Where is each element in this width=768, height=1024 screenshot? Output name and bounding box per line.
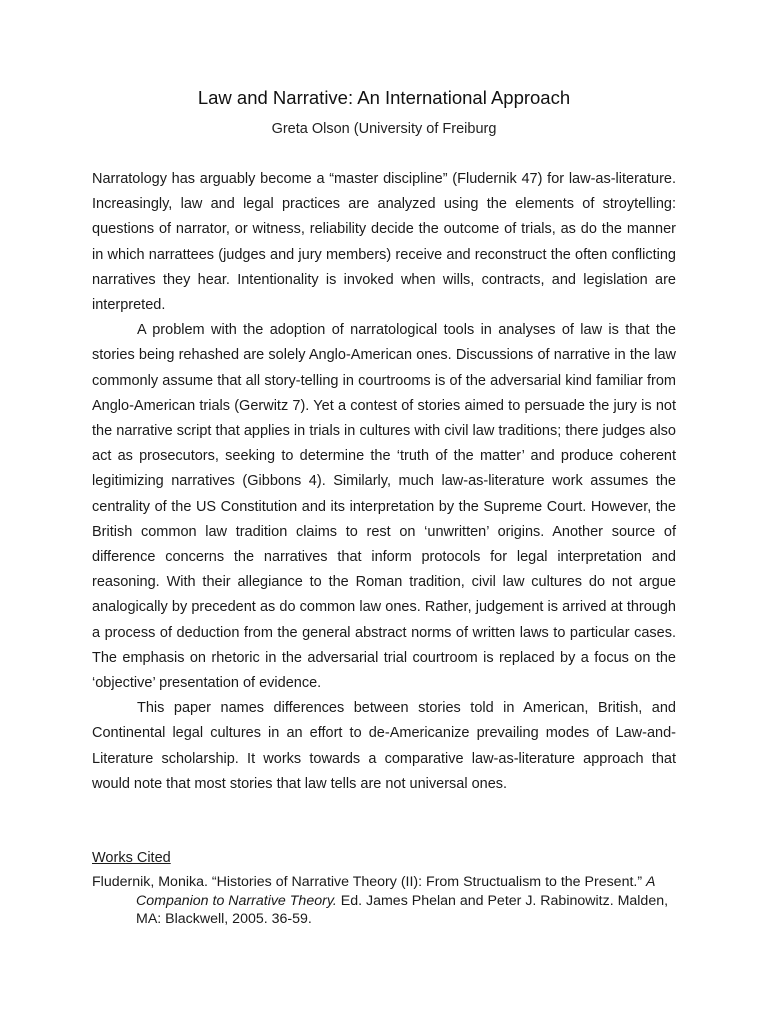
author-line: Greta Olson (University of Freiburg bbox=[271, 121, 497, 137]
citation-entry bbox=[92, 873, 696, 929]
paper-title: Law and Narrative: An International Approach bbox=[197, 87, 571, 108]
citation-book-title: A Companion to Narrative Theory. bbox=[136, 874, 655, 909]
paragraph-3: This paper names differences between stories told in American, British, and Continental legal cultures in an effort to de-Americanize prevailing modes of Law-and-Literature scholarship. It works towards a comparative law-as-literature approach that would note that most stories that law tells are not universal ones. bbox=[92, 700, 676, 792]
works-cited-heading: Works Cited bbox=[92, 850, 171, 866]
citation-text-before: Fludernik, Monika. “Histories of Narrative Theory (II): From Structualism to the Present.” bbox=[92, 874, 647, 890]
paragraph-2: A problem with the adoption of narratological tools in analyses of law is that the stories being rehashed are solely Anglo-American ones. Discussions of narrative in the law commonly assume that all story-telling in courtrooms is of the adversarial kind familiar from Anglo-American trials (Gerwitz 7). Yet a contest of stories aimed to persuade the jury is not the narrative script that applies in trials in cultures with civil law traditions; there judges also act as prosecutors, seeking to determine the ‘truth of the matter’ and produce coherent legitimizing narratives (Gibbons 4). Similarly, much law-as-literature work assumes the centrality of the US Constitution and its interpretation by the Supreme Court. However, the British common law tradition claims to rest on ‘unwritten’ origins. Another source of difference concerns the narratives that inform protocols for legal interpretation and reasoning. With their allegiance to the Roman tradition, civil law cultures do not argue analogically by precedent as do common law ones. Rather, judgement is arrived at through a process of deduction from the general abstract norms of written laws to particular cases. The emphasis on rhetoric in the adversarial trial courtroom is replaced by a focus on the ‘objective’ presentation of evidence. bbox=[92, 322, 676, 692]
abstract-body bbox=[92, 167, 676, 797]
citation-text-after: Ed. James Phelan and Peter J. Rabinowitz. Malden, MA: Blackwell, 2005. 36-59. bbox=[136, 892, 669, 927]
paragraph-1: Narratology has arguably become a “master discipline” (Fludernik 47) for law-as-literature. Increasingly, law and legal practices are analyzed using the elements of stroytelling: questions of narrator, or witness, reliability decide the outcome of trials, as do the manner in which narrattees (judges and jury members) receive and reconstruct the often conflicting narratives they hear. Intentionality is invoked when wills, contracts, and legislation are interpreted. bbox=[92, 171, 676, 314]
